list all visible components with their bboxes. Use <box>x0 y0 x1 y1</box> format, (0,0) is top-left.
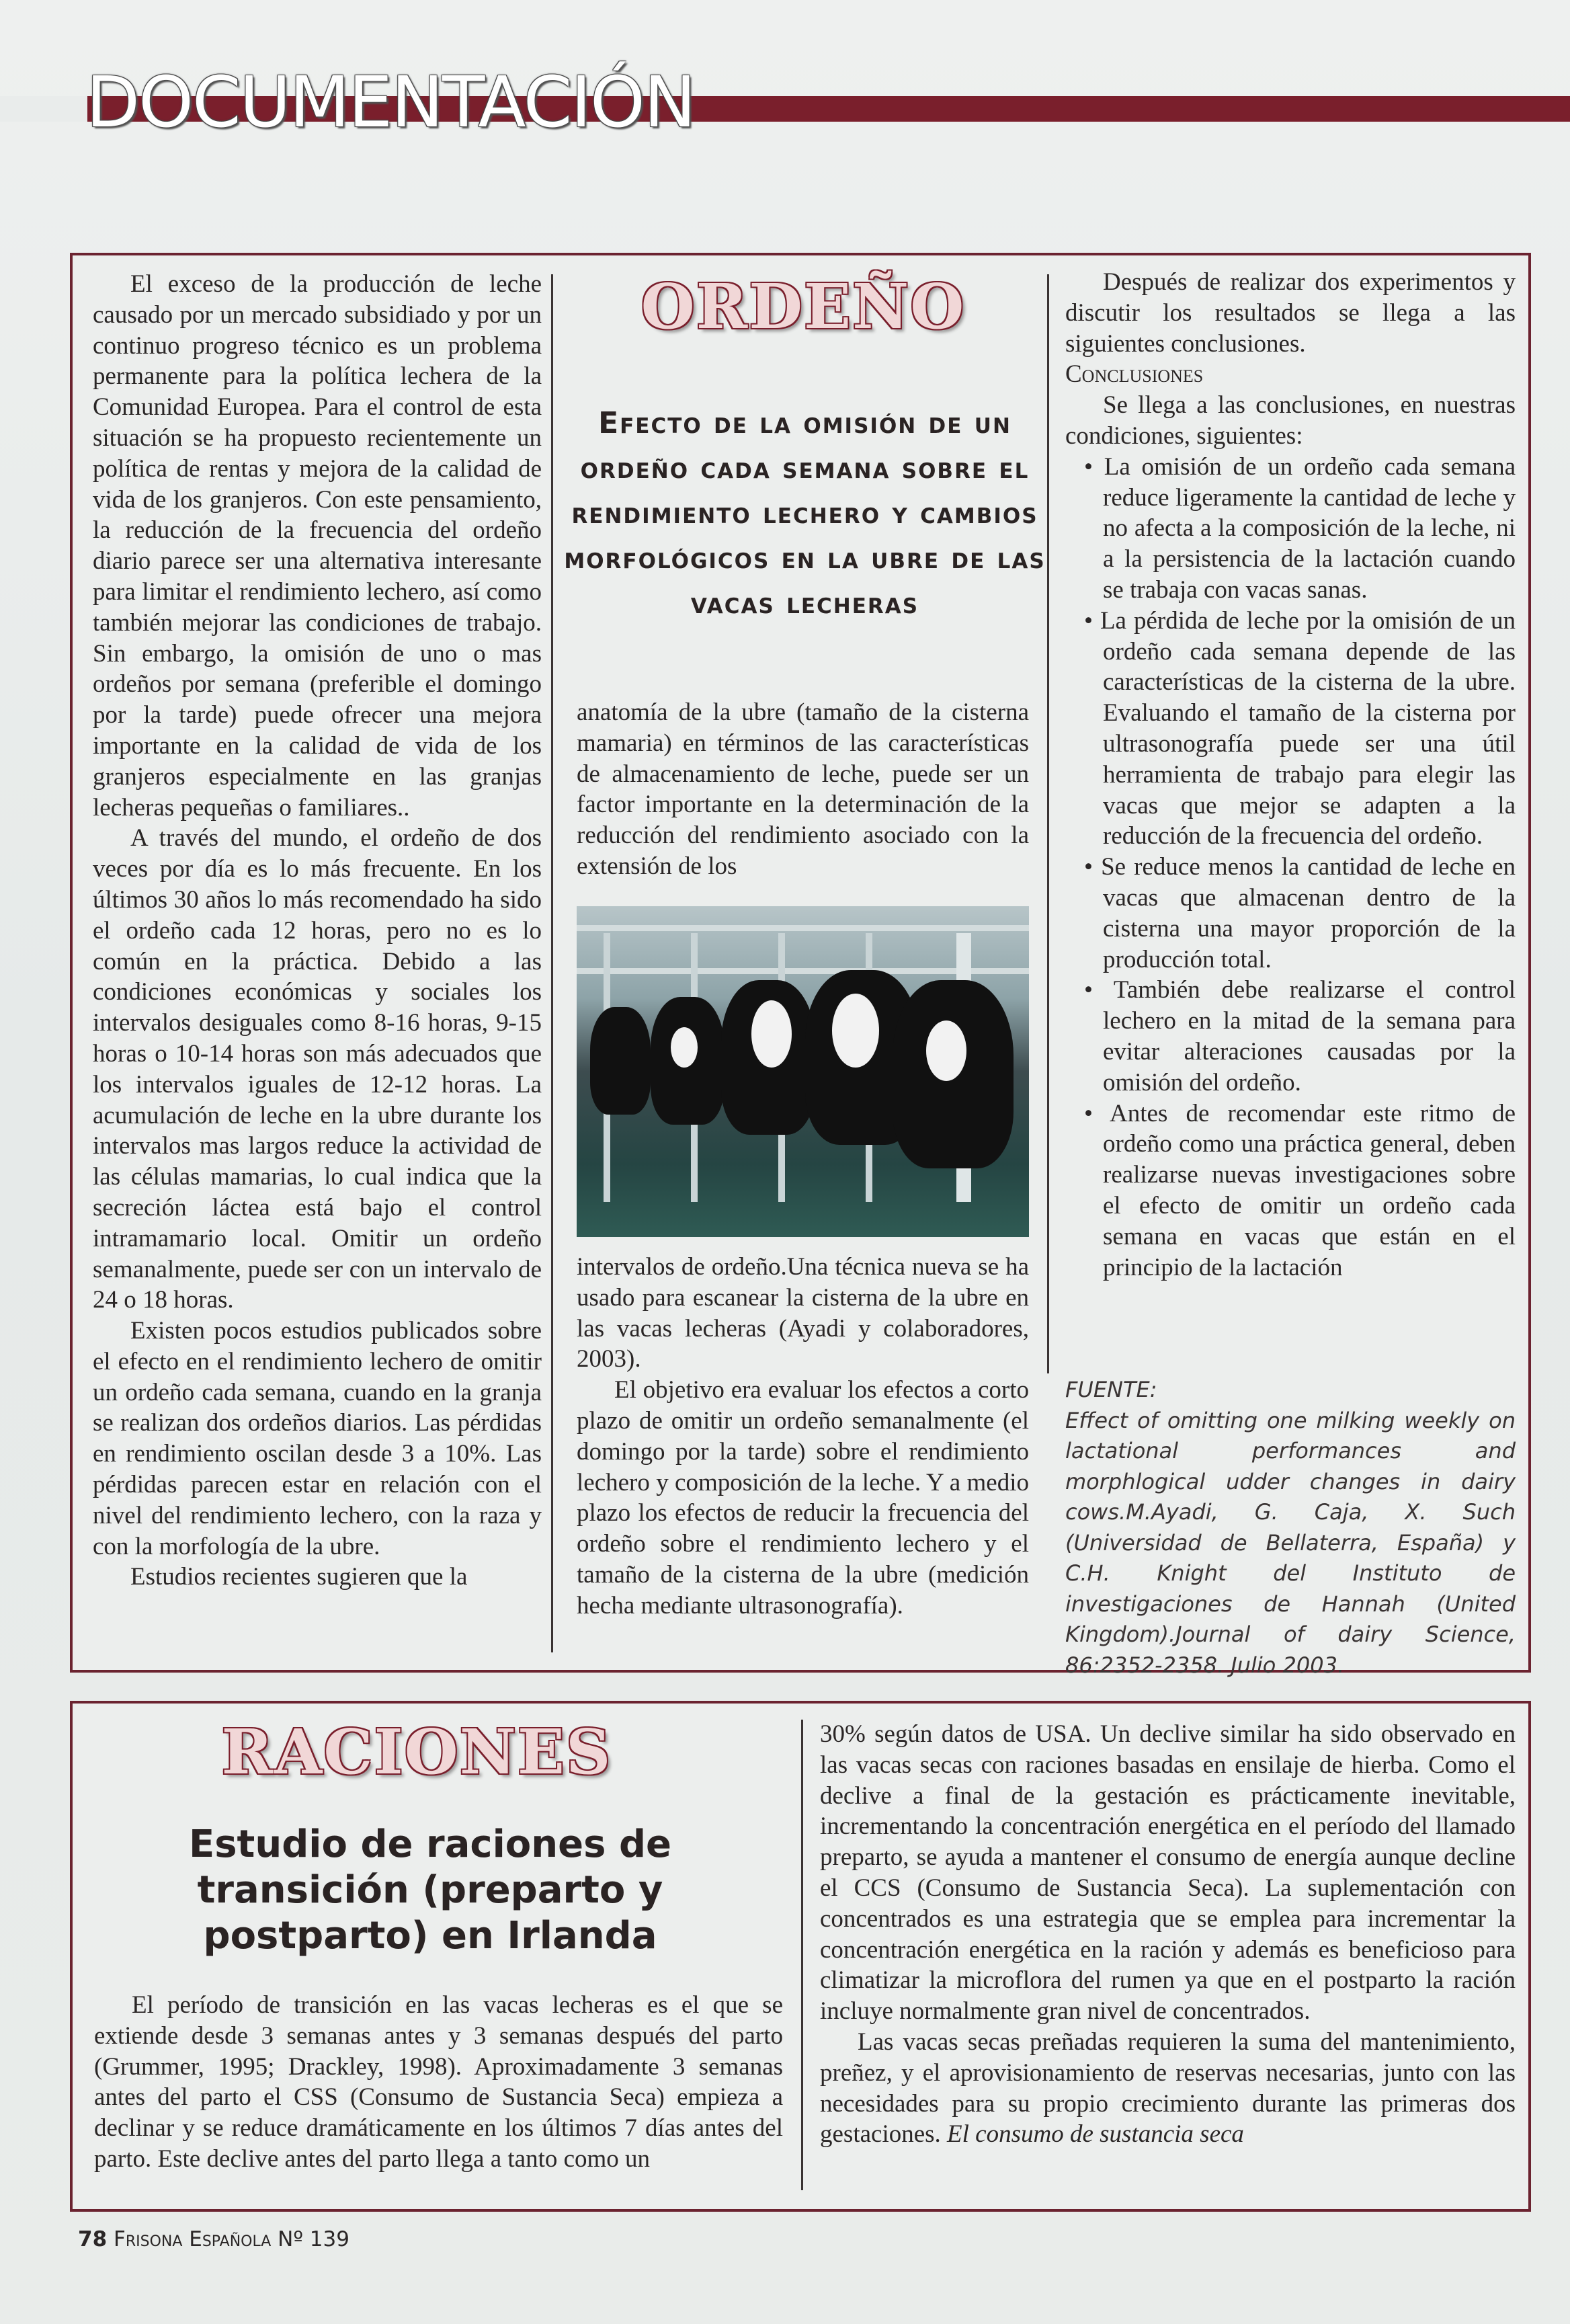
ordeno-paragraph: A través del mundo, el ordeño de dos veces por día es lo más frecuente. En los últimos 30 años lo más recomendado ha sido el ordeño cada 12 horas, pero no es lo común en la práctica. Debido a las condiciones económicas y sociales los intervalos desiguales como 8-16 horas, 9-15 horas o 10-14 horas son más adecuados que los intervalos iguales de 12-12 horas. La acumulación de leche en la ubre durante los intervalos mas largos reduce la actividad de las células mamarias, lo cual indica que la secreción láctea está bajo el control intramamario local. Omitir un ordeño semanalmente, puede ser con un intervalo de 24 o 18 horas. <box>93 824 542 1314</box>
source-label: FUENTE: <box>1065 1377 1157 1402</box>
ordeno-paragraph: El exceso de la producción de leche causado por un mercado subsidiado y por un continuo progreso técnico es un problema permanente para la política lechera de la Comunidad Europea. Para el control de esta situación se ha propuesto recientemente un política de rentas y mejora de la calidad de vida de los granjeros. Con este pensamiento, la reducción de la frecuencia del ordeño diario parece ser una alternativa interesante para limitar el rendimiento lechero, así como también mejorar las condiciones de trabajo. Sin embargo, la omisión de uno o mas ordeños por semana (preferible el domingo por la tarde) puede ofrecer una mejora importante en la calidad de vida de los granjeros especialmente en las granjas lecheras pequeñas o familiares.. <box>93 270 542 822</box>
raciones-column-2 <box>820 1719 1516 2150</box>
milking-parlor-photo <box>577 906 1029 1237</box>
magazine-name: Frisona Española <box>114 2227 272 2251</box>
raciones-kicker: RACIONES <box>221 1716 612 1788</box>
ordeno-column-1 <box>93 269 542 1593</box>
column-rule <box>801 1720 803 2190</box>
ordeno-kicker: ORDEÑO <box>641 270 966 343</box>
conclusion-bullet: • Antes de recomendar este ritmo de ordeño como una práctica general, deben realizarse nuevas investigaciones sobre el efecto de omitir un ordeño cada semana en vacas que están en el principio de la lactación <box>1084 1099 1516 1281</box>
ordeno-paragraph: Se llega a las conclusiones, en nuestras condiciones, siguientes: <box>1065 391 1516 450</box>
raciones-italic-text: El consumo de sustancia seca <box>947 2120 1244 2149</box>
ordeno-paragraph: El objetivo era evaluar los efectos a corto plazo de omitir un ordeño semanalmente (el domingo por la tarde) sobre el rendimiento lechero y composición de la leche. Y a medio plazo los efectos de reducir la frecuencia del ordeño sobre el rendimiento lechero y el tamaño de la cisterna de la ubre (medición hecha mediante ultrasonografía). <box>577 1376 1029 1619</box>
page-footer <box>78 2227 349 2251</box>
raciones-paragraph: El período de transición en las vacas lecheras es el que se extiende desde 3 semanas antes y 3 semanas después del parto (Grummer, 1995; Drackley, 1998). Aproximadamente 3 semanas antes del parto el CSS (Consumo de Sustancia Seca) empieza a declinar y se reduce dramáticamente en los últimos 7 días antes del parto. Este declive antes del parto llega a tanto como un <box>94 1991 783 2173</box>
raciones-paragraph: 30% según datos de USA. Un declive similar ha sido observado en las vacas secas con raciones basadas en ensilaje de hierba. Como el declive a final de la gestación es prácticamente inevitable, incrementando la concentración energética en el período del llamado preparto, se ayuda a mantener el consumo de energía aunque decline el CCS (Consumo de Sustancia Seca). La suplementación con concentrados es una estrategia que se emplea para incrementar la concentración energética en la ración y además es beneficioso para climatizar la microflora del rumen ya que en el postparto la ración incluye normalmente gran nivel de concentrados. <box>820 1720 1516 2026</box>
source-citation <box>1065 1375 1516 1681</box>
ordeno-column-2-bottom <box>577 1252 1029 1621</box>
conclusion-bullet: • La pérdida de leche por la omisión de un ordeño cada semana depende de las características de la cisterna de la ubre. Evaluando el tamaño de la cisterna por ultrasonografía puede ser una útil herramienta de trabajo para elegir las vacas que mejor se adapten a la reducción de la frecuencia del ordeño. <box>1084 606 1516 850</box>
ordeno-column-3 <box>1065 267 1516 1283</box>
ordeno-paragraph: intervalos de ordeño.Una técnica nueva se ha usado para escanear la cisterna de la ubre en las vacas lecheras (Ayadi y colaboradores, 2003). <box>577 1253 1029 1373</box>
ordeno-paragraph: Después de realizar dos experimentos y discutir los resultados se llega a las siguientes conclusiones. <box>1065 268 1516 358</box>
header-band-gap <box>0 96 87 122</box>
section-title: DOCUMENTACIÓN <box>86 61 695 143</box>
ordeno-column-2-top <box>577 697 1029 882</box>
ordeno-paragraph: Estudios recientes sugieren que la <box>130 1563 468 1591</box>
conclusion-bullet: • La omisión de un ordeño cada semana reduce ligeramente la cantidad de leche y no afecta a la composición de la leche, ni a la persistencia de la lactación cuando se trabaja con vacas sanas. <box>1084 452 1516 604</box>
ordeno-paragraph: anatomía de la ubre (tamaño de la cisterna mamaria) en términos de las características de almacenamiento de leche, puede ser un factor importante en la determinación de la reducción del rendimiento asociado con la extensión de los <box>577 698 1029 880</box>
raciones-paragraph <box>820 2027 1516 2150</box>
conclusion-bullet: • También debe realizarse el control lechero en la mitad de la semana para evitar alteraciones causadas por la omisión del ordeño. <box>1084 976 1516 1096</box>
column-rule <box>551 274 553 1652</box>
ordeno-paragraph: Existen pocos estudios publicados sobre el efecto en el rendimiento lechero de omitir un ordeño cada semana, cuando en la granja se realizan dos ordeños diarios. Las pérdidas en rendimiento oscilan desde 3 a 10%. Las pérdidas parecen estar en relación con el nivel del rendimiento lechero, con la raza y con la morfología de la ubre. <box>93 1317 542 1560</box>
ordeno-headline: Efecto de la omisión de un ordeño cada semana sobre el rendimiento lechero y cambios morfológicos en la ubre de las vacas lecheras <box>564 406 1046 620</box>
conclusiones-subheading: Conclusiones <box>1065 360 1204 389</box>
conclusion-bullet: • Se reduce menos la cantidad de leche en vacas que almacenan dentro de la cisterna una mayor proporción de la producción total. <box>1084 853 1516 973</box>
raciones-text: Las vacas secas preñadas requieren la suma del mantenimiento, preñez, y el aprovisionamiento de reservas necesarias, junto con las necesidades para su propio crecimiento durante las primeras dos gestaciones. <box>820 2028 1516 2149</box>
page-number: 78 <box>78 2227 108 2251</box>
raciones-headline: Estudio de raciones de transición (preparto y postparto) en Irlanda <box>188 1822 672 1958</box>
source-text: Effect of omitting one milking weekly on lactational performances and morphlogical udder changes in dairy cows.M.Ayadi, G. Caja, X. Such (Universidad de Bellaterra, España) y C.H. Knight del Instituto de investigaciones de Hannah (United Kingdom).Journal of dairy Science, 86:2352-2358. Julio 2003. <box>1065 1407 1516 1678</box>
raciones-column-1 <box>94 1990 783 2175</box>
issue-number: Nº 139 <box>278 2227 349 2251</box>
